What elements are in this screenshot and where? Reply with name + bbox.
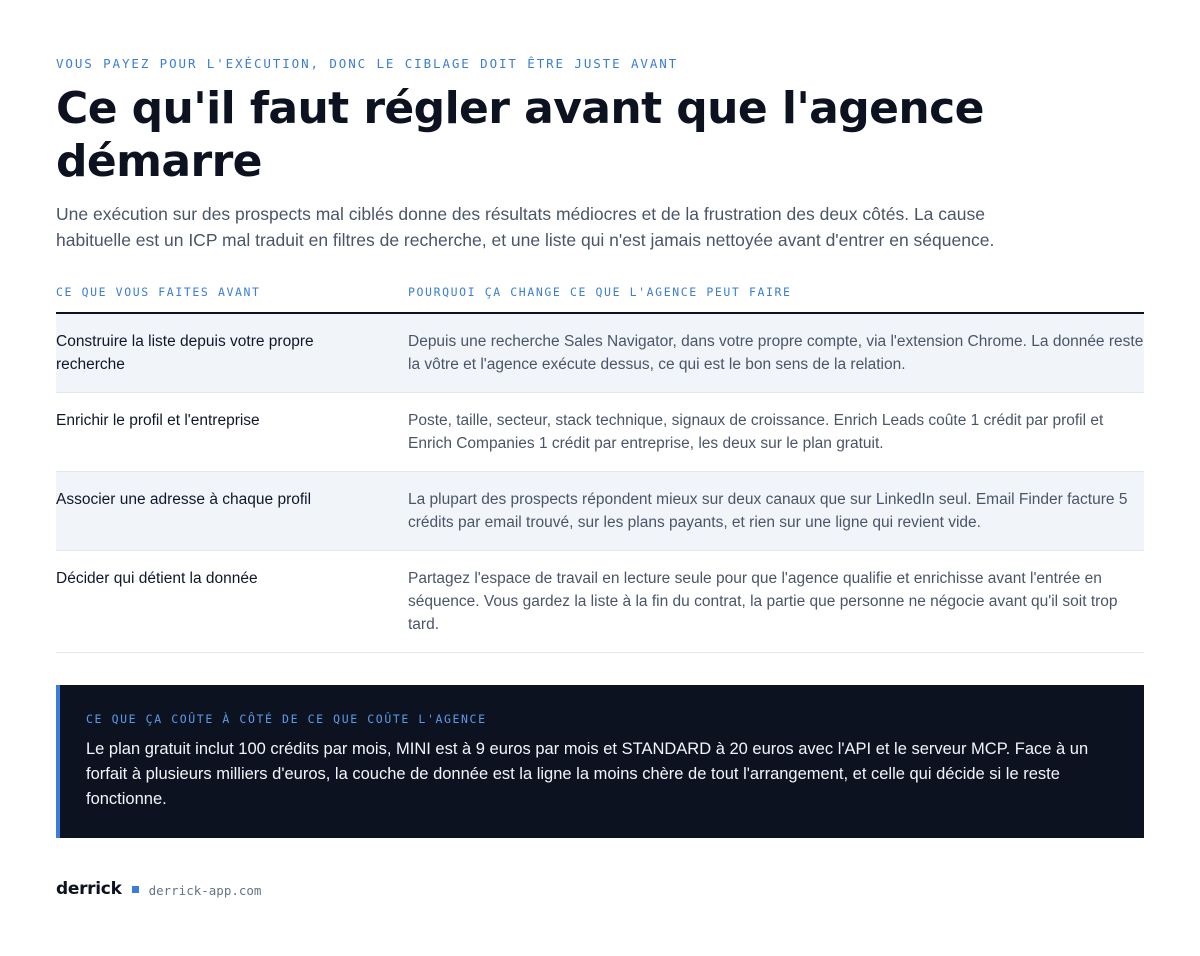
row-reason: Poste, taille, secteur, stack technique, signaux de croissance. Enrich Leads coûte 1 crédit par profil et Enrich Companies 1 crédit par entreprise, les deux sur le plan gratuit. [408, 412, 1104, 452]
column-header-action: CE QUE VOUS FAITES AVANT [56, 285, 261, 299]
row-reason: Partagez l'espace de travail en lecture seule pour que l'agence qualifie et enrichisse avant l'entrée en séquence. Vous gardez la liste à la fin du contrat, la partie que personne ne négocie avant qu'il soit trop tard. [408, 570, 1118, 633]
table-row [56, 393, 1144, 472]
callout-label: CE QUE ÇA COÛTE À CÔTÉ DE CE QUE COÛTE L'AGENCE [86, 712, 487, 726]
eyebrow-label: VOUS PAYEZ POUR L'EXÉCUTION, DONC LE CIBLAGE DOIT ÊTRE JUSTE AVANT [56, 56, 679, 71]
square-dot-icon [132, 886, 139, 893]
table-row [56, 551, 1144, 653]
page-title: Ce qu'il faut régler avant que l'agence démarre [56, 83, 984, 187]
table-header [56, 284, 1144, 314]
cost-callout [56, 685, 1144, 838]
brand-logo: derrick [56, 879, 122, 899]
website-url: derrick-app.com [148, 882, 262, 898]
table-row [56, 472, 1144, 551]
row-action: Enrichir le profil et l'entreprise [56, 412, 260, 429]
callout-text: Le plan gratuit inclut 100 crédits par mois, MINI est à 9 euros par mois et STANDARD à 20 euros avec l'API et le serveur MCP. Face à un forfait à plusieurs milliers d'euros, la couche de donnée est la ligne la moins chère de tout l'arrangement, et celle qui décide si le reste fonctionne. [86, 740, 1089, 808]
row-action: Construire la liste depuis votre propre recherche [56, 333, 314, 373]
row-action: Associer une adresse à chaque profil [56, 491, 312, 508]
row-action: Décider qui détient la donnée [56, 570, 258, 587]
row-reason: Depuis une recherche Sales Navigator, dans votre propre compte, via l'extension Chrome. La donnée reste la vôtre et l'agence exécute dessus, ce qui est le bon sens de la relation. [408, 333, 1144, 373]
footer [56, 878, 261, 900]
intro-paragraph: Une exécution sur des prospects mal ciblés donne des résultats médiocres et de la frustration des deux côtés. La cause habituelle est un ICP mal traduit en filtres de recherche, et une liste qui n'est jamais nettoyée avant d'entrer en séquence. [56, 204, 995, 250]
column-header-reason: POURQUOI ÇA CHANGE CE QUE L'AGENCE PEUT FAIRE [408, 285, 792, 299]
table-row [56, 314, 1144, 393]
row-reason: La plupart des prospects répondent mieux sur deux canaux que sur LinkedIn seul. Email Finder facture 5 crédits par email trouvé, sur les plans payants, et rien sur une ligne qui revient vide. [408, 491, 1128, 531]
table-body [56, 314, 1144, 653]
